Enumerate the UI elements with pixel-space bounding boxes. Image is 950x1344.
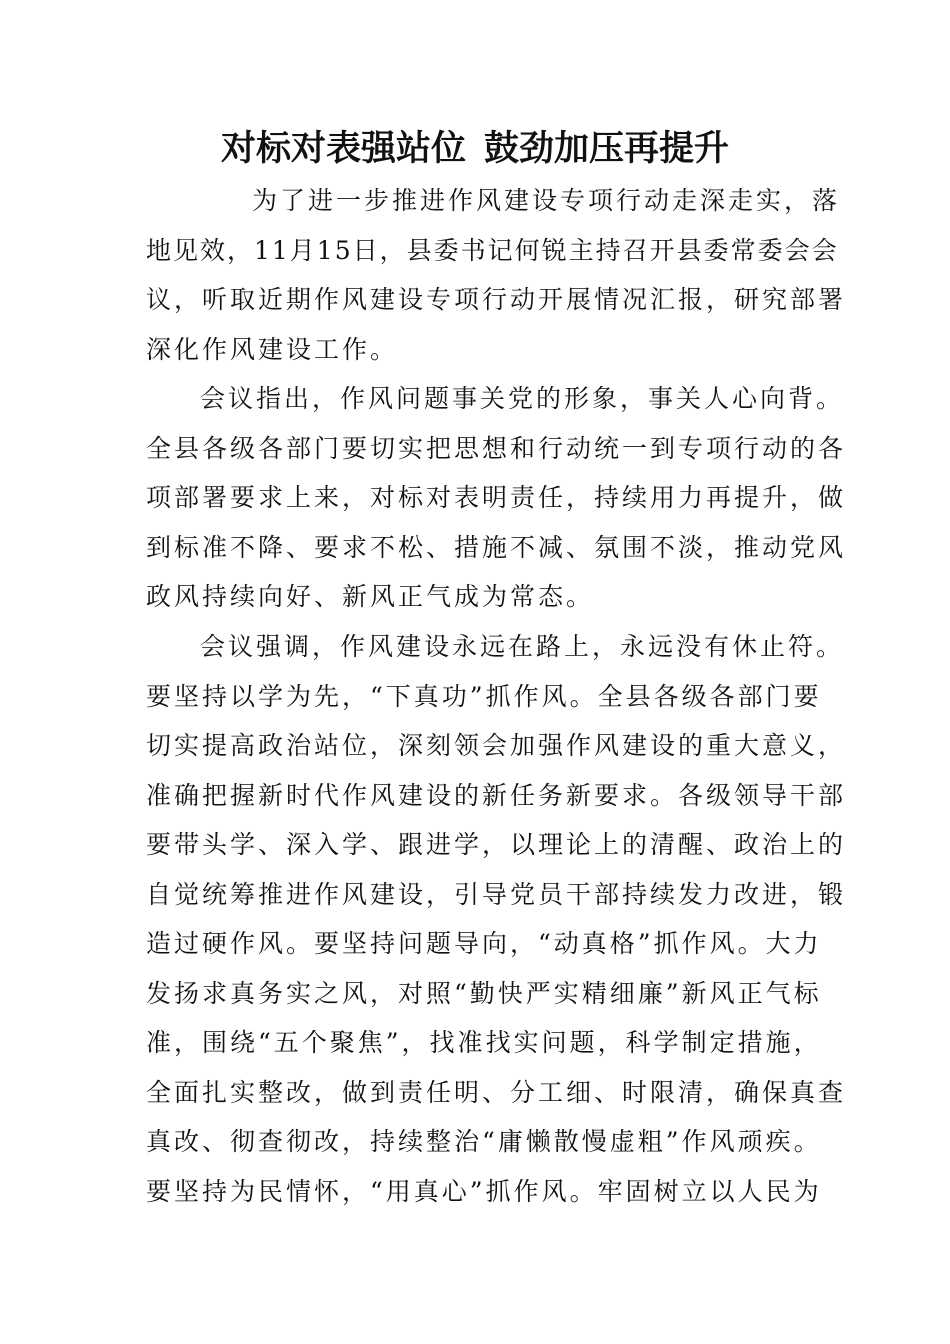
paragraph-line: 准，围绕“五个聚焦”，找准找实问题，科学制定措施， <box>146 1028 822 1057</box>
paragraph-line: 发扬求真务实之风，对照“勤快严实精细廉”新风正气标 <box>146 978 822 1008</box>
paragraph-line: 项部署要求上来，对标对表明责任，持续用力再提升，做 <box>146 483 847 512</box>
paragraph-line: 要坚持以学为先，“下真功”抓作风。全县各级各部门要 <box>146 681 822 711</box>
title-part-1: 对标对表强站位 <box>220 128 466 169</box>
paragraph-line: 真改、彻查彻改，持续整治“庸懒散慢虚粗”作风顽疾。 <box>146 1127 822 1156</box>
paragraph-line: 会议指出，作风问题事关党的形象，事关人心向背。 <box>200 384 845 413</box>
paragraph-1 <box>146 176 847 374</box>
paragraph-line: 政风持续向好、新风正气成为常态。 <box>146 582 595 611</box>
paragraph-2 <box>146 374 847 622</box>
paragraph-line: 地见效，11月15日，县委书记何锐主持召开县委常委会会 <box>146 235 839 265</box>
paragraph-line: 到标准不降、要求不松、措施不减、氛围不淡，推动党风 <box>146 532 847 562</box>
paragraph-line: 全县各级各部门要切实把思想和行动统一到专项行动的各 <box>146 433 847 463</box>
paragraph-3 <box>146 622 847 1216</box>
paragraph-line: 深化作风建设工作。 <box>146 334 399 364</box>
document-title <box>0 124 950 174</box>
paragraph-line: 切实提高政治站位，深刻领会加强作风建设的重大意义， <box>146 731 847 760</box>
paragraph-line: 造过硬作风。要坚持问题导向，“动真格”抓作风。大力 <box>146 929 822 958</box>
paragraph-line: 要带头学、深入学、跟进学，以理论上的清醒、政治上的 <box>146 830 847 859</box>
paragraph-line: 要坚持为民情怀，“用真心”抓作风。牢固树立以人民为 <box>146 1176 822 1206</box>
paragraph-line: 为了进一步推进作风建设专项行动走深走实，落 <box>252 186 841 215</box>
paragraph-line: 准确把握新时代作风建设的新任务新要求。各级领导干部 <box>146 780 847 810</box>
paragraph-line: 议，听取近期作风建设专项行动开展情况汇报，研究部署 <box>146 285 847 314</box>
paragraph-line: 会议强调，作风建设永远在路上，永远没有休止符。 <box>200 632 845 661</box>
paragraph-line: 全面扎实整改，做到责任明、分工细、时限清，确保真查 <box>146 1077 847 1107</box>
paragraph-line: 自觉统筹推进作风建设，引导党员干部持续发力改进，锻 <box>146 879 847 909</box>
title-part-2: 鼓劲加压再提升 <box>484 128 730 169</box>
